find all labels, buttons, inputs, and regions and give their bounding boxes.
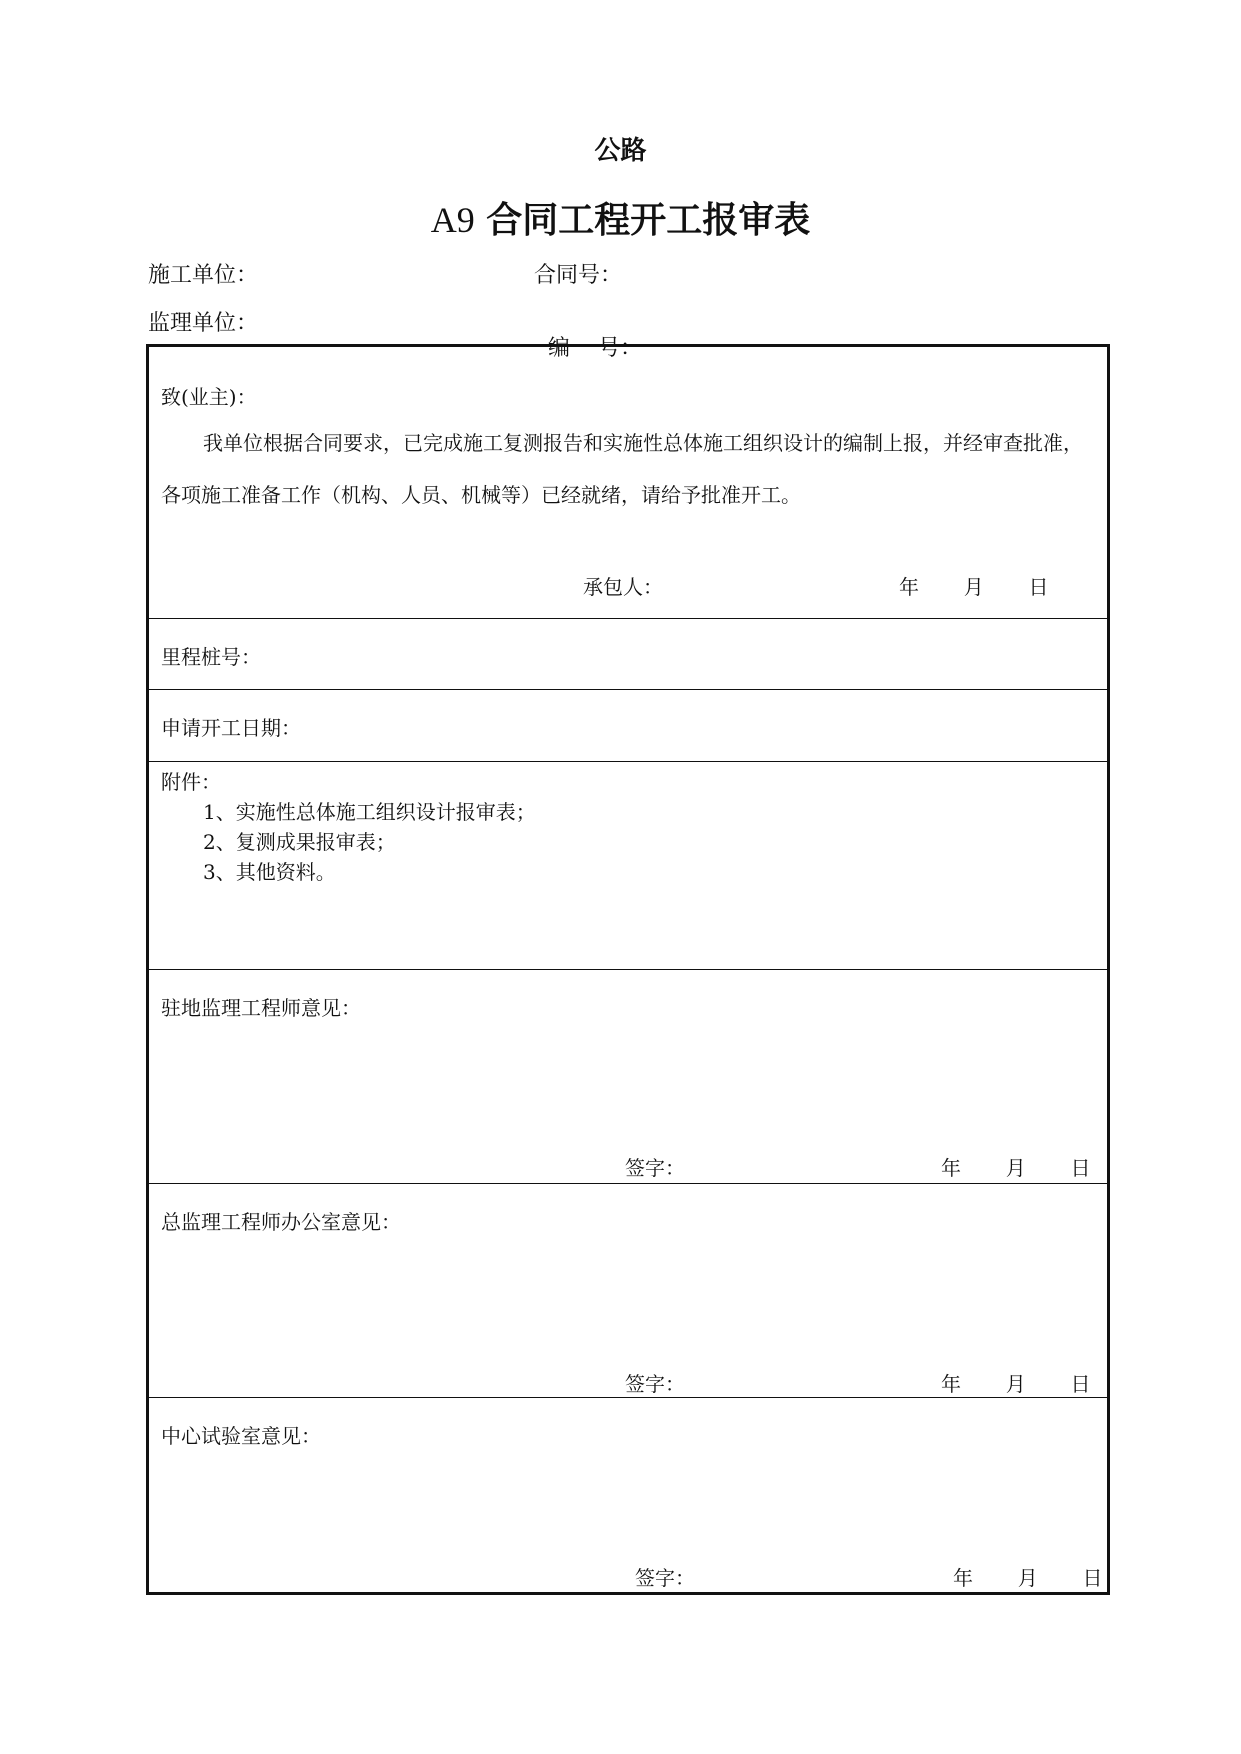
chief-engineer-office-sign-date — [941, 1368, 1090, 1397]
form-title-text: 合同工程开工报审表 — [486, 200, 811, 241]
central-lab-sign-label: 签字： — [635, 1566, 695, 1590]
start-date-section — [149, 690, 1107, 762]
year-label: 年 — [941, 1372, 961, 1396]
year-label: 年 — [941, 1156, 961, 1180]
central-lab-sign-date — [953, 1562, 1102, 1591]
owner-salutation: 致(业主)： — [161, 385, 257, 409]
year-label: 年 — [953, 1566, 973, 1590]
start-date-label: 申请开工日期： — [161, 716, 301, 740]
supervisor-label: 监理单位： — [148, 311, 259, 336]
resident-engineer-section — [149, 970, 1107, 1184]
owner-request-section — [149, 347, 1107, 619]
contractor-label: 施工单位： — [148, 263, 259, 288]
attachment-item: 1、实施性总体施工组织设计报审表； — [203, 800, 536, 824]
contract-no-field — [534, 258, 622, 289]
contractor-sign-date — [899, 571, 1048, 600]
central-lab-section — [149, 1398, 1107, 1595]
attachments-section — [149, 762, 1107, 970]
attachment-item: 2、复测成果报审表； — [203, 830, 396, 854]
central-lab-label: 中心试验室意见： — [161, 1424, 321, 1448]
month-label: 月 — [1005, 1372, 1026, 1396]
document-supertitle: 公路 — [594, 136, 647, 166]
contractor-signer-label: 承包人： — [583, 575, 663, 599]
resident-engineer-label: 驻地监理工程师意见： — [161, 996, 361, 1020]
attachment-item: 3、其他资料。 — [203, 860, 336, 884]
approval-form — [146, 344, 1110, 1595]
attachments-label: 附件： — [161, 770, 221, 794]
contractor-field — [148, 258, 258, 289]
chief-engineer-office-sign-label: 签字： — [625, 1372, 685, 1396]
day-label: 日 — [1082, 1566, 1103, 1590]
number-label: 编 号： — [548, 336, 642, 361]
month-label: 月 — [963, 575, 984, 599]
day-label: 日 — [1070, 1372, 1091, 1396]
resident-engineer-sign-date — [941, 1152, 1090, 1181]
month-label: 月 — [1017, 1566, 1038, 1590]
chief-engineer-office-section — [149, 1184, 1107, 1398]
chief-engineer-office-label: 总监理工程师办公室意见： — [161, 1210, 401, 1234]
day-label: 日 — [1028, 575, 1049, 599]
month-label: 月 — [1005, 1156, 1026, 1180]
resident-engineer-sign-label: 签字： — [625, 1156, 685, 1180]
day-label: 日 — [1070, 1156, 1091, 1180]
chainage-label: 里程桩号： — [161, 645, 261, 669]
contract-no-label: 合同号： — [534, 263, 623, 288]
request-body: 我单位根据合同要求，已完成施工复测报告和实施性总体施工组织设计的编制上报，并经审查批准，各项施工准备工作（机构、人员、机械等）已经就绪，请给予批准开工。 — [161, 431, 1083, 507]
year-label: 年 — [899, 575, 919, 599]
supervisor-field — [148, 306, 258, 337]
form-code: A9 — [430, 200, 475, 240]
document-title — [0, 192, 1241, 243]
chainage-section — [149, 619, 1107, 690]
